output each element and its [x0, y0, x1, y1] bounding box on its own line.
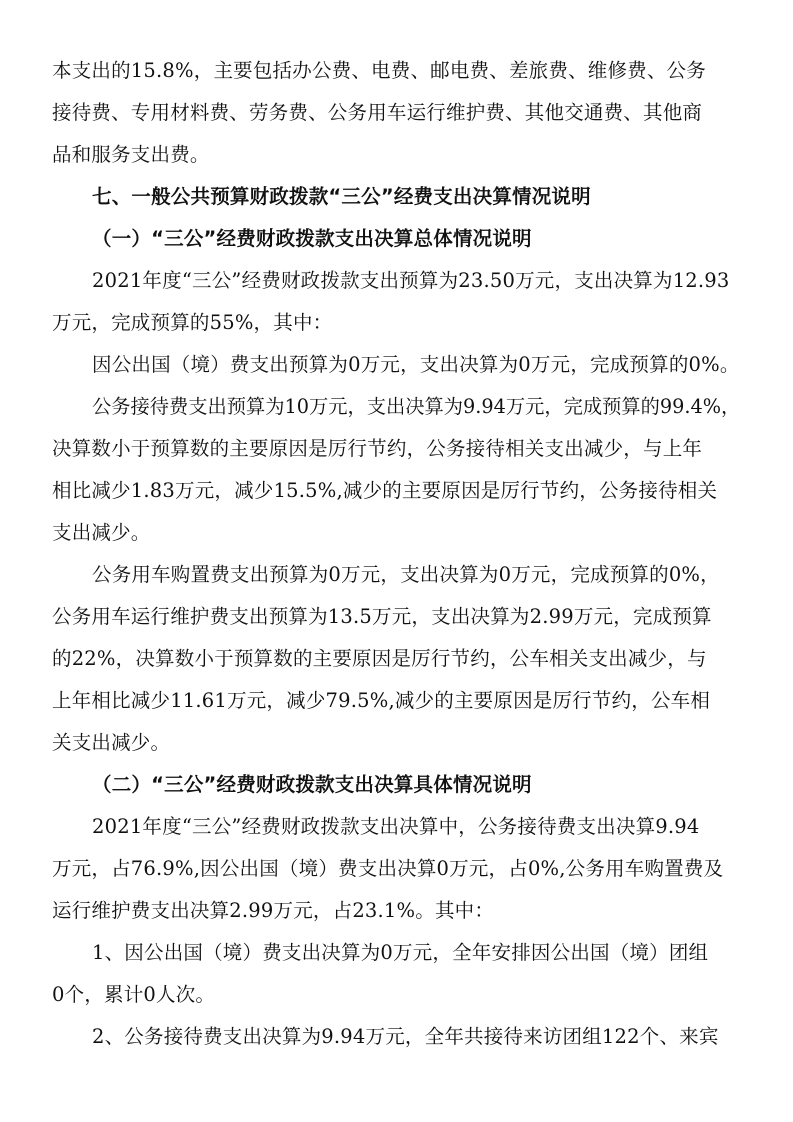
text-line: 公务用车购置费支出预算为0万元，支出决算为0万元，完成预算的0%，	[92, 563, 720, 586]
text-line: 万元，占76.9%,因公出国（境）费支出决算0万元，占0%,公务用车购置费及	[52, 857, 724, 880]
text-line: 决算数小于预算数的主要原因是厉行节约，公务接待相关支出减少，与上年	[52, 437, 703, 460]
text-line: 公务接待费支出预算为10万元，支出决算为9.94万元，完成预算的99.4%，	[92, 395, 741, 418]
text-line: 运行维护费支出决算2.99万元，占23.1%。其中：	[52, 899, 495, 922]
text-line: 2、公务接待费支出决算为9.94万元，全年共接待来访团组122个、来宾	[92, 1025, 719, 1048]
section-heading: 七、一般公共预算财政拨款“三公”经费支出决算情况说明	[92, 185, 591, 208]
text-line: 关支出减少。	[52, 731, 171, 754]
text-line: 支出减少。	[52, 521, 151, 544]
text-line: 2021年度“三公”经费财政拨款支出决算中，公务接待费支出决算9.94	[92, 815, 700, 838]
text-line: 公务用车运行维护费支出预算为13.5万元，支出决算为2.99万元，完成预算	[52, 605, 712, 628]
text-line: 2021年度“三公”经费财政拨款支出预算为23.50万元，支出决算为12.93	[92, 269, 730, 292]
text-line: 的22%，决算数小于预算数的主要原因是厉行节约，公车相关支出减少，与	[52, 647, 707, 670]
text-line: 0个，累计0人次。	[52, 983, 216, 1006]
text-line: 本支出的15.8%，主要包括办公费、电费、邮电费、差旅费、维修费、公务	[52, 59, 706, 82]
text-line: 万元，完成预算的55%，其中：	[52, 311, 333, 334]
text-line: 因公出国（境）费支出预算为0万元，支出决算为0万元，完成预算的0%。	[92, 353, 740, 376]
subheading-detail: （二）“三公”经费财政拨款支出决算具体情况说明	[92, 773, 532, 796]
subheading-overall: （一）“三公”经费财政拨款支出决算总体情况说明	[92, 227, 532, 250]
text-line: 接待费、专用材料费、劳务费、公务用车运行维护费、其他交通费、其他商	[52, 101, 703, 124]
text-line: 上年相比减少11.61万元，减少79.5%,减少的主要原因是厉行节约，公车相	[52, 689, 711, 712]
text-line: 1、因公出国（境）费支出决算为0万元，全年安排因公出国（境）团组	[92, 941, 709, 964]
text-line: 品和服务支出费。	[52, 143, 210, 166]
text-line: 相比减少1.83万元，减少15.5%,减少的主要原因是厉行节约，公务接待相关	[52, 479, 718, 502]
